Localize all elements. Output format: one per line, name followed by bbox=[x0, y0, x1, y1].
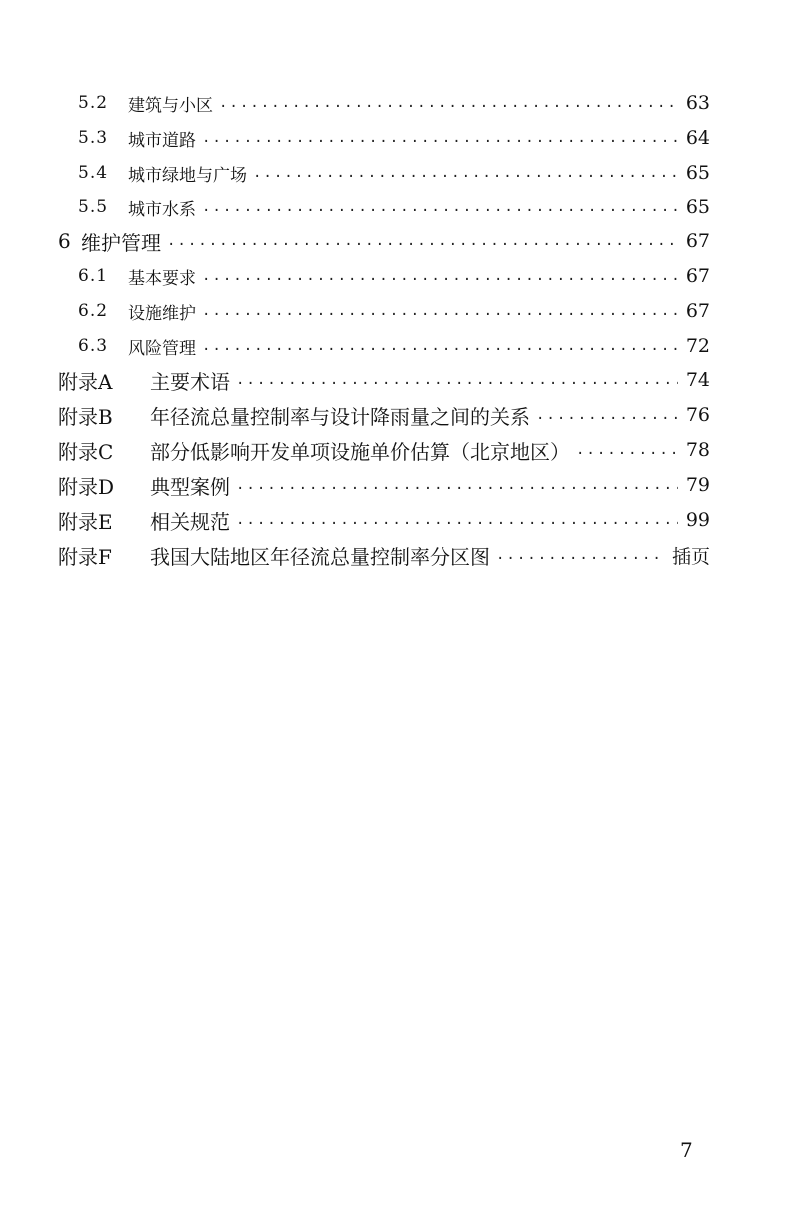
toc-entry-page: 插页 bbox=[671, 545, 710, 568]
toc-entry-title: 年径流总量控制率与设计降雨量之间的关系 bbox=[150, 404, 530, 429]
page-number: 7 bbox=[680, 1138, 693, 1162]
toc-entry-number: 5.2 bbox=[78, 93, 109, 113]
toc-entry-page: 65 bbox=[685, 196, 710, 218]
toc-entry-page: 67 bbox=[685, 230, 710, 252]
toc-entry-5-5[interactable] bbox=[78, 191, 710, 223]
toc-entry-5-2[interactable] bbox=[78, 87, 710, 119]
dot-leader bbox=[219, 95, 678, 111]
toc-entry-page: 65 bbox=[685, 162, 710, 184]
dot-leader bbox=[202, 338, 678, 354]
toc-entry-title: 基本要求 bbox=[128, 268, 196, 289]
dot-leader bbox=[236, 372, 678, 388]
toc-entry-6[interactable] bbox=[58, 225, 710, 257]
dot-leader bbox=[536, 407, 678, 423]
dot-leader bbox=[253, 165, 678, 181]
toc-entry-page: 99 bbox=[685, 509, 710, 531]
toc-entry-number: 附录C bbox=[58, 439, 114, 464]
toc-entry-number: 附录E bbox=[58, 509, 113, 534]
toc-entry-page: 64 bbox=[685, 127, 710, 149]
toc-entry-title: 城市绿地与广场 bbox=[128, 165, 247, 186]
toc-entry-page: 63 bbox=[685, 92, 710, 114]
dot-leader bbox=[236, 512, 678, 528]
dot-leader bbox=[236, 477, 678, 493]
toc-entry-title: 相关规范 bbox=[150, 509, 230, 534]
toc-entry-number: 5.5 bbox=[78, 197, 109, 217]
toc-entry-5-4[interactable] bbox=[78, 157, 710, 189]
toc-entry-6-2[interactable] bbox=[78, 295, 710, 327]
toc-entry-number: 附录F bbox=[58, 544, 112, 569]
dot-leader bbox=[202, 199, 678, 215]
toc-entry-title: 城市水系 bbox=[128, 199, 196, 220]
dot-leader bbox=[202, 268, 678, 284]
toc-entry-title: 维护管理 bbox=[81, 230, 161, 255]
toc-entry-title: 风险管理 bbox=[128, 338, 196, 359]
toc-entry-page: 67 bbox=[685, 300, 710, 322]
toc-entry-page: 67 bbox=[685, 265, 710, 287]
dot-leader bbox=[202, 130, 678, 146]
toc-entry-number: 附录D bbox=[58, 474, 115, 499]
toc-entry-appendix-d[interactable] bbox=[58, 469, 710, 501]
toc-entry-page: 74 bbox=[685, 369, 710, 391]
toc-entry-title: 建筑与小区 bbox=[128, 95, 213, 116]
toc-entry-appendix-c[interactable] bbox=[58, 434, 710, 466]
toc-entry-5-3[interactable] bbox=[78, 122, 710, 154]
toc-entry-page: 76 bbox=[685, 404, 710, 426]
dot-leader bbox=[496, 547, 664, 563]
toc-entry-number: 5.4 bbox=[78, 163, 109, 183]
toc-entry-number: 6.2 bbox=[78, 301, 109, 321]
toc-entry-title: 我国大陆地区年径流总量控制率分区图 bbox=[150, 544, 490, 569]
toc-entry-number: 6.1 bbox=[78, 266, 109, 286]
dot-leader bbox=[576, 442, 678, 458]
toc-entry-appendix-b[interactable] bbox=[58, 399, 710, 431]
toc-entry-page: 72 bbox=[685, 335, 710, 357]
toc-entry-number: 6.3 bbox=[78, 336, 109, 356]
toc-entry-title: 典型案例 bbox=[150, 474, 230, 499]
toc-entry-appendix-e[interactable] bbox=[58, 504, 710, 536]
toc-entry-number: 5.3 bbox=[78, 128, 109, 148]
toc-entry-number: 附录B bbox=[58, 404, 113, 429]
dot-leader bbox=[167, 233, 678, 249]
toc-entry-title: 部分低影响开发单项设施单价估算（北京地区） bbox=[150, 439, 570, 464]
toc-entry-number: 附录A bbox=[58, 369, 113, 394]
toc-entry-title: 设施维护 bbox=[128, 303, 196, 324]
toc-entry-appendix-a[interactable] bbox=[58, 364, 710, 396]
toc-entry-page: 79 bbox=[685, 474, 710, 496]
toc-entry-number: 6 bbox=[58, 229, 71, 253]
toc-entry-6-3[interactable] bbox=[78, 330, 710, 362]
toc-entry-page: 78 bbox=[685, 439, 710, 461]
toc-entry-6-1[interactable] bbox=[78, 260, 710, 292]
toc-entry-title: 城市道路 bbox=[128, 130, 196, 151]
toc-entry-title: 主要术语 bbox=[150, 369, 230, 394]
dot-leader bbox=[202, 303, 678, 319]
toc-entry-appendix-f[interactable] bbox=[58, 539, 710, 571]
